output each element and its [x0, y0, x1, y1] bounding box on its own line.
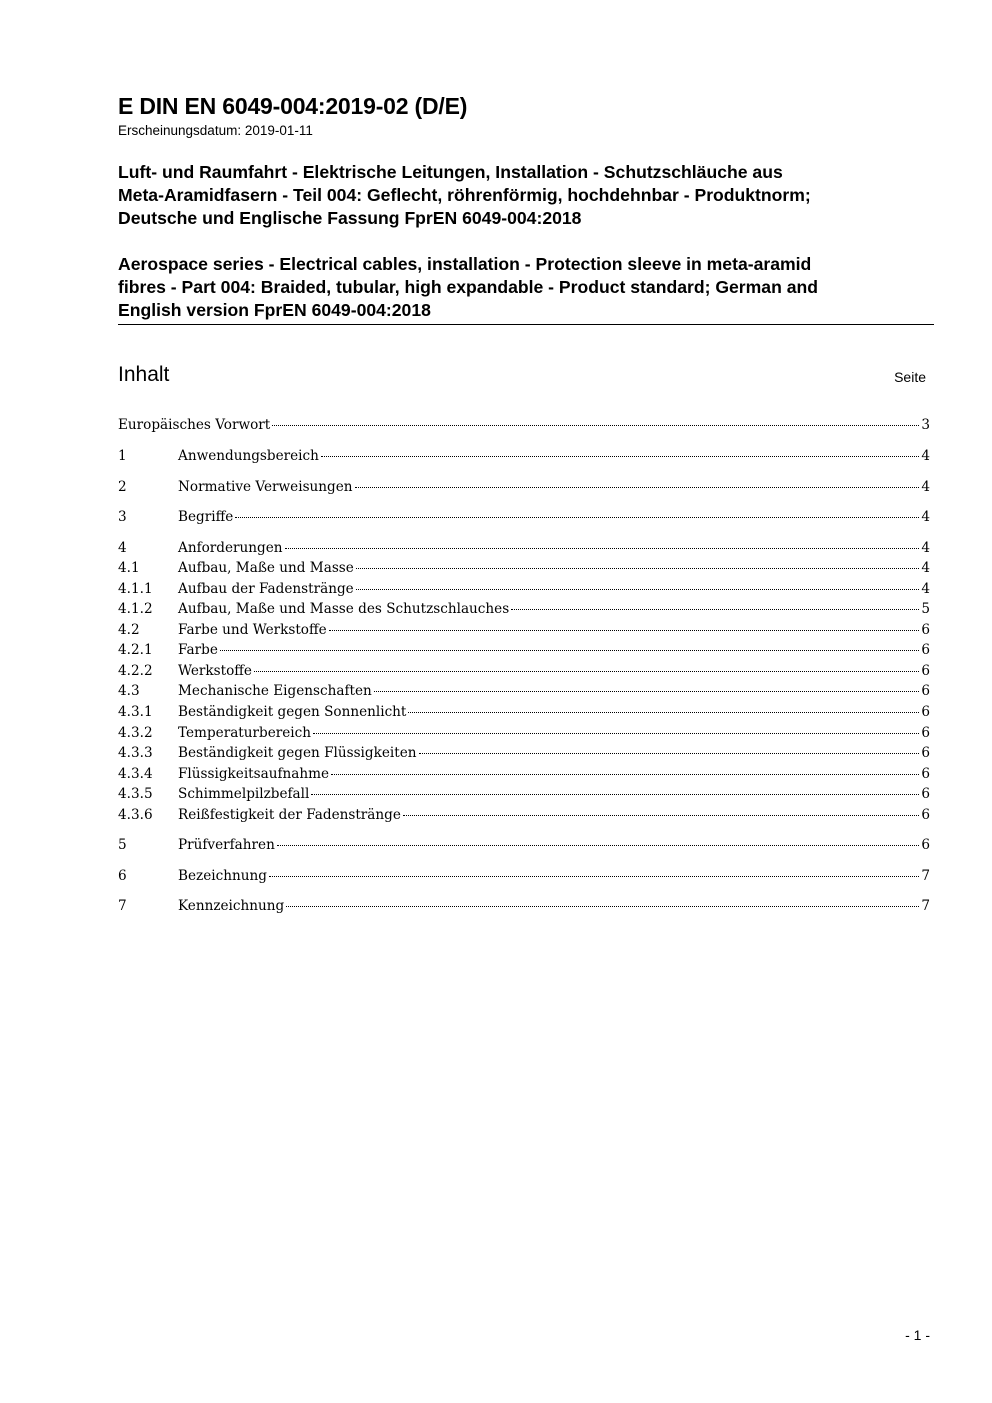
toc-leader-dots [355, 487, 920, 488]
toc-entry-page: 6 [921, 725, 930, 741]
toc-entry[interactable] [118, 898, 930, 917]
toc-leader-dots [311, 794, 919, 795]
toc-entry-number: 4.2.2 [118, 663, 153, 679]
toc-entry-number: 3 [118, 509, 127, 525]
toc-leader-dots [511, 609, 919, 610]
toc-leader-dots [254, 671, 919, 672]
toc-leader-dots [356, 568, 920, 569]
toc-entry[interactable] [118, 786, 930, 805]
toc-entry-label: Temperaturbereich [178, 725, 312, 741]
toc-leader-dots [408, 712, 919, 713]
toc-page-column-heading: Seite [894, 369, 926, 385]
toc-entry-number: 5 [118, 837, 127, 853]
toc-entry-number: 4.2.1 [118, 642, 153, 658]
toc-entry-number: 4.3.6 [118, 807, 153, 823]
toc-entry-label: Aufbau der Fadenstränge [178, 581, 354, 597]
toc-entry-page: 4 [921, 560, 930, 576]
toc-entry-page: 6 [921, 622, 930, 638]
toc-entry-page: 6 [921, 704, 930, 720]
toc-entry[interactable] [118, 868, 930, 887]
toc-entry-label: Farbe und Werkstoffe [178, 622, 327, 638]
toc-entry-page: 4 [921, 479, 930, 495]
toc-entry-number: 4.1 [118, 560, 140, 576]
toc-entry-label: Farbe [178, 642, 218, 658]
toc-entry-label: Begriffe [178, 509, 234, 525]
toc-leader-dots [269, 876, 919, 877]
toc-entry-label: Werkstoffe [178, 663, 252, 679]
toc-leader-dots [374, 691, 920, 692]
toc-leader-dots [286, 906, 919, 907]
toc-leader-dots [235, 517, 919, 518]
english-title [118, 253, 934, 322]
toc-title: Inhalt [118, 363, 170, 386]
toc-entry[interactable] [118, 837, 930, 856]
header-rule [118, 324, 934, 325]
toc-leader-dots [321, 456, 919, 457]
toc-entry-number: 4.3.2 [118, 725, 153, 741]
toc-entry-label: Anwendungsbereich [178, 448, 319, 464]
toc-entry-label: Beständigkeit gegen Sonnenlicht [178, 704, 407, 720]
german-title-line: Deutsche und Englische Fassung FprEN 6049-004:2018 [118, 208, 582, 228]
german-title-line: Meta-Aramidfasern - Teil 004: Geflecht, röhrenförmig, hochdehnbar - Produktnorm; [118, 185, 811, 205]
toc-leader-dots [272, 425, 919, 426]
toc-entry[interactable] [118, 560, 930, 579]
toc-entry[interactable] [118, 622, 930, 641]
toc-entry[interactable] [118, 509, 930, 528]
toc-entry[interactable] [118, 540, 930, 559]
toc-entry[interactable] [118, 663, 930, 682]
toc-entry-number: 4.2 [118, 622, 140, 638]
toc-entry[interactable] [118, 448, 930, 467]
toc-entry-label: Bezeichnung [178, 868, 267, 884]
toc-entry-page: 4 [921, 581, 930, 597]
toc-leader-dots [220, 650, 919, 651]
toc-entry[interactable] [118, 601, 930, 620]
toc-entry-number: 4.3.1 [118, 704, 153, 720]
toc-entry-page: 6 [921, 786, 930, 802]
toc-entry-page: 6 [921, 745, 930, 761]
toc-entry[interactable] [118, 704, 930, 723]
toc-entry-number: 4.3.3 [118, 745, 153, 761]
document-header [118, 92, 934, 325]
toc-entry-page: 4 [921, 509, 930, 525]
toc-entry[interactable] [118, 766, 930, 785]
toc-leader-dots [285, 548, 920, 549]
toc-entry-page: 7 [921, 898, 930, 914]
toc-entry[interactable] [118, 642, 930, 661]
toc-entry-label: Kennzeichnung [178, 898, 285, 914]
toc-leader-dots [356, 589, 920, 590]
toc-entry-label: Aufbau, Maße und Masse [178, 560, 354, 576]
english-title-line: English version FprEN 6049-004:2018 [118, 300, 431, 320]
toc-entry-label: Aufbau, Maße und Masse des Schutzschlauches [178, 601, 510, 617]
toc-heading-row [118, 362, 926, 392]
toc-entry[interactable] [118, 725, 930, 744]
document-id: E DIN EN 6049-004:2019-02 (D/E) [118, 93, 468, 119]
toc-entry[interactable] [118, 479, 930, 498]
toc-entry-label: Mechanische Eigenschaften [178, 683, 372, 699]
toc-entry[interactable] [118, 745, 930, 764]
toc-entry-page: 6 [921, 766, 930, 782]
toc-entry-number: 4.3.4 [118, 766, 153, 782]
toc-leader-dots [419, 753, 920, 754]
toc-leader-dots [329, 630, 920, 631]
toc-entry-label: Reißfestigkeit der Fadenstränge [178, 807, 401, 823]
german-title [118, 161, 934, 230]
toc-entry-page: 5 [921, 601, 930, 617]
toc-entry-label: Prüfverfahren [178, 837, 275, 853]
toc-entry-label: Flüssigkeitsaufnahme [178, 766, 330, 782]
page-number: - 1 - [905, 1327, 930, 1343]
toc-entry-page: 4 [921, 448, 930, 464]
toc-leader-dots [277, 845, 920, 846]
toc-entry-page: 6 [921, 807, 930, 823]
toc-entry[interactable] [118, 807, 930, 826]
toc-entry-page: 7 [921, 868, 930, 884]
toc-entry-page: 3 [921, 417, 930, 433]
toc-entry-number: 1 [118, 448, 127, 464]
german-title-line: Luft- und Raumfahrt - Elektrische Leitungen, Installation - Schutzschläuche aus [118, 162, 783, 182]
toc-entry-number: 4.3 [118, 683, 140, 699]
toc-entry-page: 6 [921, 837, 930, 853]
toc-entry-number: 2 [118, 479, 127, 495]
toc-entry-number: 4.1.1 [118, 581, 153, 597]
toc-entry-page: 6 [921, 683, 930, 699]
toc-entry-number: 7 [118, 898, 127, 914]
toc-entry-label: Beständigkeit gegen Flüssigkeiten [178, 745, 417, 761]
english-title-line: Aerospace series - Electrical cables, installation - Protection sleeve in meta-aramid [118, 254, 812, 274]
toc-entry-page: 6 [921, 663, 930, 679]
toc-entry-label: Anforderungen [178, 540, 283, 556]
toc-leader-dots [331, 774, 919, 775]
toc-entry-number: 4 [118, 540, 127, 556]
toc-entry-page: 6 [921, 642, 930, 658]
toc-entry-page: 4 [921, 540, 930, 556]
english-title-line: fibres - Part 004: Braided, tubular, high expandable - Product standard; German and [118, 277, 818, 297]
toc-entry-label: Normative Verweisungen [178, 479, 353, 495]
toc-entry[interactable] [118, 417, 930, 436]
toc-entry-number: 4.3.5 [118, 786, 153, 802]
toc-entry-number: 4.1.2 [118, 601, 153, 617]
toc-entry[interactable] [118, 683, 930, 702]
toc-entry-label: Europäisches Vorwort [118, 417, 271, 433]
toc-leader-dots [313, 733, 919, 734]
toc-entry-label: Schimmelpilzbefall [178, 786, 310, 802]
toc-entry-number: 6 [118, 868, 127, 884]
toc-entry[interactable] [118, 581, 930, 600]
toc-leader-dots [403, 815, 919, 816]
publication-date: Erscheinungsdatum: 2019-01-11 [118, 123, 313, 138]
